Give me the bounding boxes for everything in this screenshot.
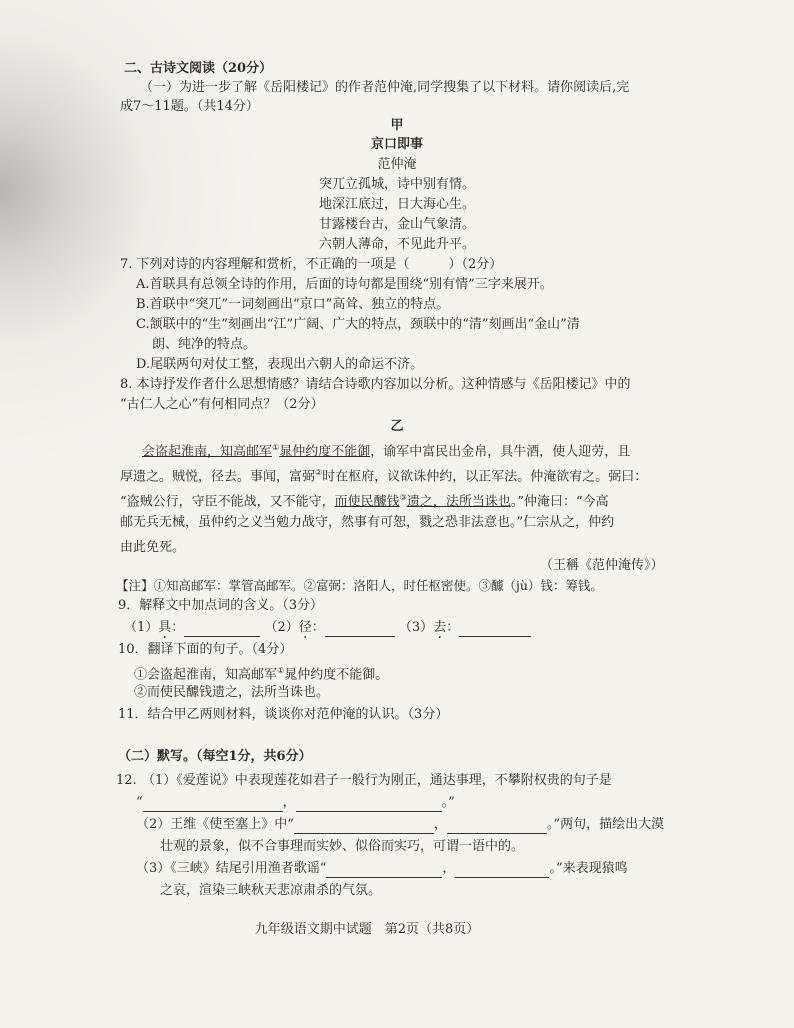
poem-line: 突兀立孤城，诗中别有情。 bbox=[318, 177, 475, 192]
q9-item2-label: （2） bbox=[264, 620, 299, 635]
passage-text: 时在枢府，议欲诛仲约，以正军法。仲淹欲宥之。弼曰： bbox=[322, 469, 648, 485]
colon: ： bbox=[446, 620, 460, 635]
q10-stem: 10．翻译下面的句子。（4分） bbox=[118, 642, 293, 657]
passage-notes: 【注】①知高邮军：掌管高邮军。②富弼：洛阳人，时任枢密使。③醵（jù）钱：筹钱。 bbox=[116, 578, 603, 593]
q12-number: 12. bbox=[116, 773, 137, 788]
note-marker: ① bbox=[272, 443, 280, 452]
prompt-text: （2）王维《使至塞上》中“ bbox=[136, 817, 294, 832]
passage-line-3 bbox=[120, 489, 609, 511]
prompt-text: 。”来表现猿鸣 bbox=[549, 861, 628, 876]
underlined-text: 会盗起淮南，知高邮军 bbox=[142, 444, 273, 460]
q9-items bbox=[124, 619, 531, 637]
passage-line-5: 由此免死。 bbox=[120, 540, 186, 555]
comma: ， bbox=[433, 817, 447, 832]
poem-author: 范仲淹 bbox=[377, 157, 417, 172]
q10-sentence-1 bbox=[134, 662, 388, 684]
poem-title: 京口即事 bbox=[370, 137, 423, 152]
q7-option-d: D.尾联两句对仗工整，表现出六朝人的命运不济。 bbox=[136, 357, 424, 372]
underlined-text: 遗之，法所当诛也 bbox=[406, 494, 511, 510]
note-marker: ② bbox=[315, 468, 323, 477]
q7-stem: 7. 下列对诗的内容理解和赏析，不正确的一项是（ ）（2分） bbox=[120, 257, 503, 272]
q9-item3-label: （3） bbox=[398, 620, 434, 635]
q12-item1-blanks bbox=[136, 794, 455, 812]
answer-blank[interactable] bbox=[455, 863, 549, 878]
poem-line: 地深江底过，日大海心生。 bbox=[318, 197, 475, 212]
comma: ， bbox=[282, 795, 296, 810]
sentence-text: 晁仲约度不能御。 bbox=[284, 667, 389, 683]
section-heading: 二、古诗文阅读（20分） bbox=[124, 61, 273, 76]
note-marker: ③ bbox=[399, 493, 407, 502]
quote-mark: 。” bbox=[441, 795, 455, 810]
underlined-text: 而使民醵钱 bbox=[334, 494, 400, 510]
colon: ： bbox=[311, 620, 325, 635]
page-footer: 九年级语文期中试题 第2页（共8页） bbox=[254, 922, 480, 937]
q12-item1: （1）《爱莲说》中表现莲花如君子一般行为刚正，通达事理，不攀附权贵的句子是 bbox=[142, 773, 612, 788]
answer-blank[interactable] bbox=[447, 819, 547, 834]
answer-blank[interactable] bbox=[296, 797, 442, 812]
passage-text: 厚遗之。贼悦，径去。事闻，富弼 bbox=[120, 469, 316, 485]
poem-part-label: 甲 bbox=[390, 118, 404, 133]
q7-option-a: A.首联具有总领全诗的作用，后面的诗句都是围绕“别有情”三字来展开。 bbox=[136, 277, 553, 292]
poem-line: 六朝人薄命，不见此升平。 bbox=[318, 237, 475, 252]
passage-text: 。”仲淹曰：“今高 bbox=[510, 494, 609, 510]
passage-line-2 bbox=[120, 464, 647, 486]
q12-item2 bbox=[136, 816, 664, 834]
q12-item3 bbox=[136, 860, 628, 878]
dictation-heading: （二）默写。（每空1分，共6分） bbox=[118, 749, 312, 764]
sentence-text: ①会盗起淮南，知高邮军 bbox=[134, 667, 278, 683]
dotted-word: 去 bbox=[433, 620, 447, 635]
quote-mark: “ bbox=[136, 795, 143, 810]
q10-sentence-2: ②而使民醵钱遗之，法所当诛也。 bbox=[134, 685, 330, 700]
answer-blank[interactable] bbox=[325, 622, 395, 637]
passage-part-label: 乙 bbox=[390, 419, 404, 434]
passage-source: （王稱《范仲淹传》） bbox=[540, 558, 664, 573]
passage-line-4: 邮无兵无械，虽仲约之义当勉力战守，然事有可恕，戮之恐非法意也。”仁宗从之，仲约 bbox=[120, 515, 615, 530]
q9-stem: 9．解释文中加点词的含义。（3分） bbox=[118, 598, 324, 613]
answer-blank[interactable] bbox=[459, 622, 531, 637]
prompt-text: 。”两句，描绘出大漠 bbox=[546, 817, 665, 832]
answer-blank[interactable] bbox=[294, 819, 434, 834]
q12-item2-cont: 壮观的景象，似不合事理而实妙、似俗而实巧，可谓一语中的。 bbox=[160, 839, 525, 854]
q11-stem: 11．结合甲乙两则材料，谈谈你对范仲淹的认识。（3分） bbox=[118, 707, 449, 722]
q8-stem-cont: “古仁人之心”有何相同点？（2分） bbox=[120, 397, 324, 412]
prompt-text: （3）《三峡》结尾引用渔者歌谣“ bbox=[136, 861, 327, 876]
answer-blank[interactable] bbox=[143, 797, 283, 812]
passage-text: ，谕军中富民出金帛，具牛酒，使人迎劳，且 bbox=[370, 444, 631, 460]
q7-option-b: B.首联中“突兀”一词刻画出“京口”高耸、独立的特点。 bbox=[136, 297, 450, 312]
dotted-word: 径 bbox=[298, 620, 312, 635]
section-intro-cont: 成7～11题。（共14分） bbox=[120, 99, 259, 114]
comma: ， bbox=[442, 861, 456, 876]
passage-line-1 bbox=[142, 439, 630, 461]
colon: ： bbox=[171, 620, 185, 635]
poem-line: 甘露楼台古，金山气象清。 bbox=[318, 217, 475, 232]
underlined-text: 晁仲约度不能御 bbox=[279, 444, 371, 460]
q7-option-c: C.颔联中的“生”刻画出“江”广阔、广大的特点，颈联中的“清”刻画出“金山”清 bbox=[136, 317, 580, 332]
dotted-word: 具 bbox=[158, 620, 172, 635]
q7-option-c-cont: 朗、纯净的特点。 bbox=[152, 337, 257, 352]
note-marker: ① bbox=[277, 666, 285, 675]
q8-stem: 8. 本诗抒发作者什么思想情感？请结合诗歌内容加以分析。这种情感与《岳阳楼记》中的 bbox=[120, 377, 631, 392]
answer-blank[interactable] bbox=[326, 863, 442, 878]
section-intro: （一）为进一步了解《岳阳楼记》的作者范仲淹,同学搜集了以下材料。请你阅读后,完 bbox=[140, 80, 630, 95]
passage-text: “盗贼公行，守臣不能战，又不能守， bbox=[120, 494, 335, 510]
q12-item3-cont: 之哀，渲染三峡秋天悲凉肃杀的气氛。 bbox=[160, 883, 382, 898]
answer-blank[interactable] bbox=[184, 622, 260, 637]
q9-item1-label: （1） bbox=[124, 620, 159, 635]
